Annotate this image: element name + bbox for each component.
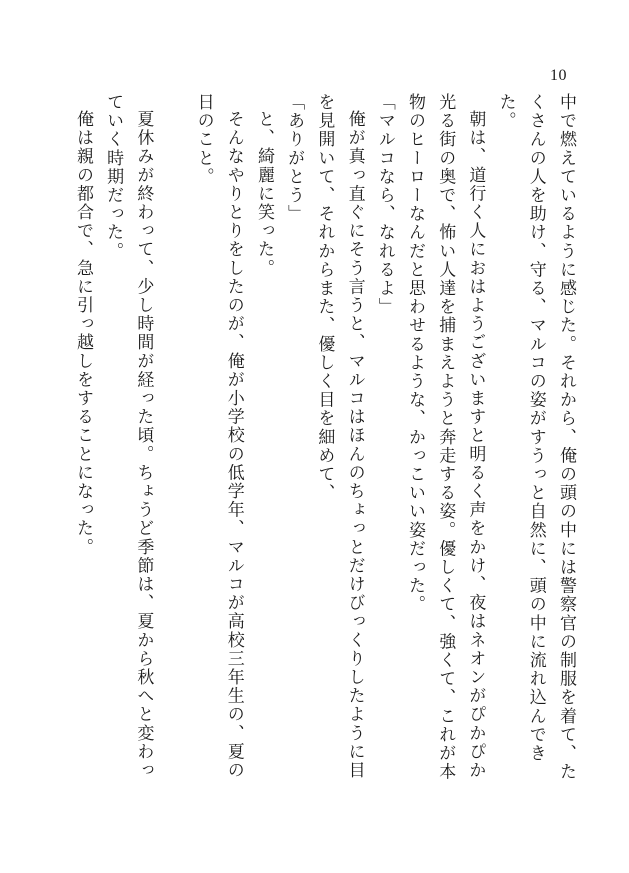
dialogue-1: 「マルコなら、なれるよ」: [374, 93, 395, 317]
paragraph-7: 俺は親の都合で、急に引っ越しをすることになった。: [72, 110, 93, 557]
page-number: 10: [550, 67, 567, 84]
vertical-text-body: [41, 93, 581, 793]
paragraph-3: 俺が真っ直ぐにそう言うと、マルコはほんのちょっとだけびっくりしたように目を見開いて、それからまた、優しく目を細めて、: [314, 93, 365, 780]
paragraph-6: 夏休みが終わって、少し時間が経った頃。ちょうど季節は、夏から秋へと変わっていく時期だった。: [103, 93, 154, 780]
paragraph-2: 朝は、道行く人におはようございますと明るく声をかけ、夜はネオンがぴかぴか光る街の奥で、怖い人達を捕まえようと奔走する姿。優しくて、強くて、これが本物のヒーローなんだと思わせるような、かっこいい姿だった。: [404, 93, 486, 782]
paragraph-1: 中で燃えているように感じた。それから、俺の頭の中には警察官の制服を着て、たくさんの人を助け、守る、マルコの姿がすうっと自然に、頭の中に流れ込んできた。: [495, 93, 576, 782]
section-break: [158, 93, 188, 793]
paragraph-4: と、綺麗に笑った。: [253, 110, 274, 278]
dialogue-2: 「ありがとう」: [284, 93, 305, 224]
paragraph-5: そんなやりとりをしたのが、俺が小学校の低学年、マルコが高校三年生の、夏の日のこと。: [193, 93, 244, 780]
